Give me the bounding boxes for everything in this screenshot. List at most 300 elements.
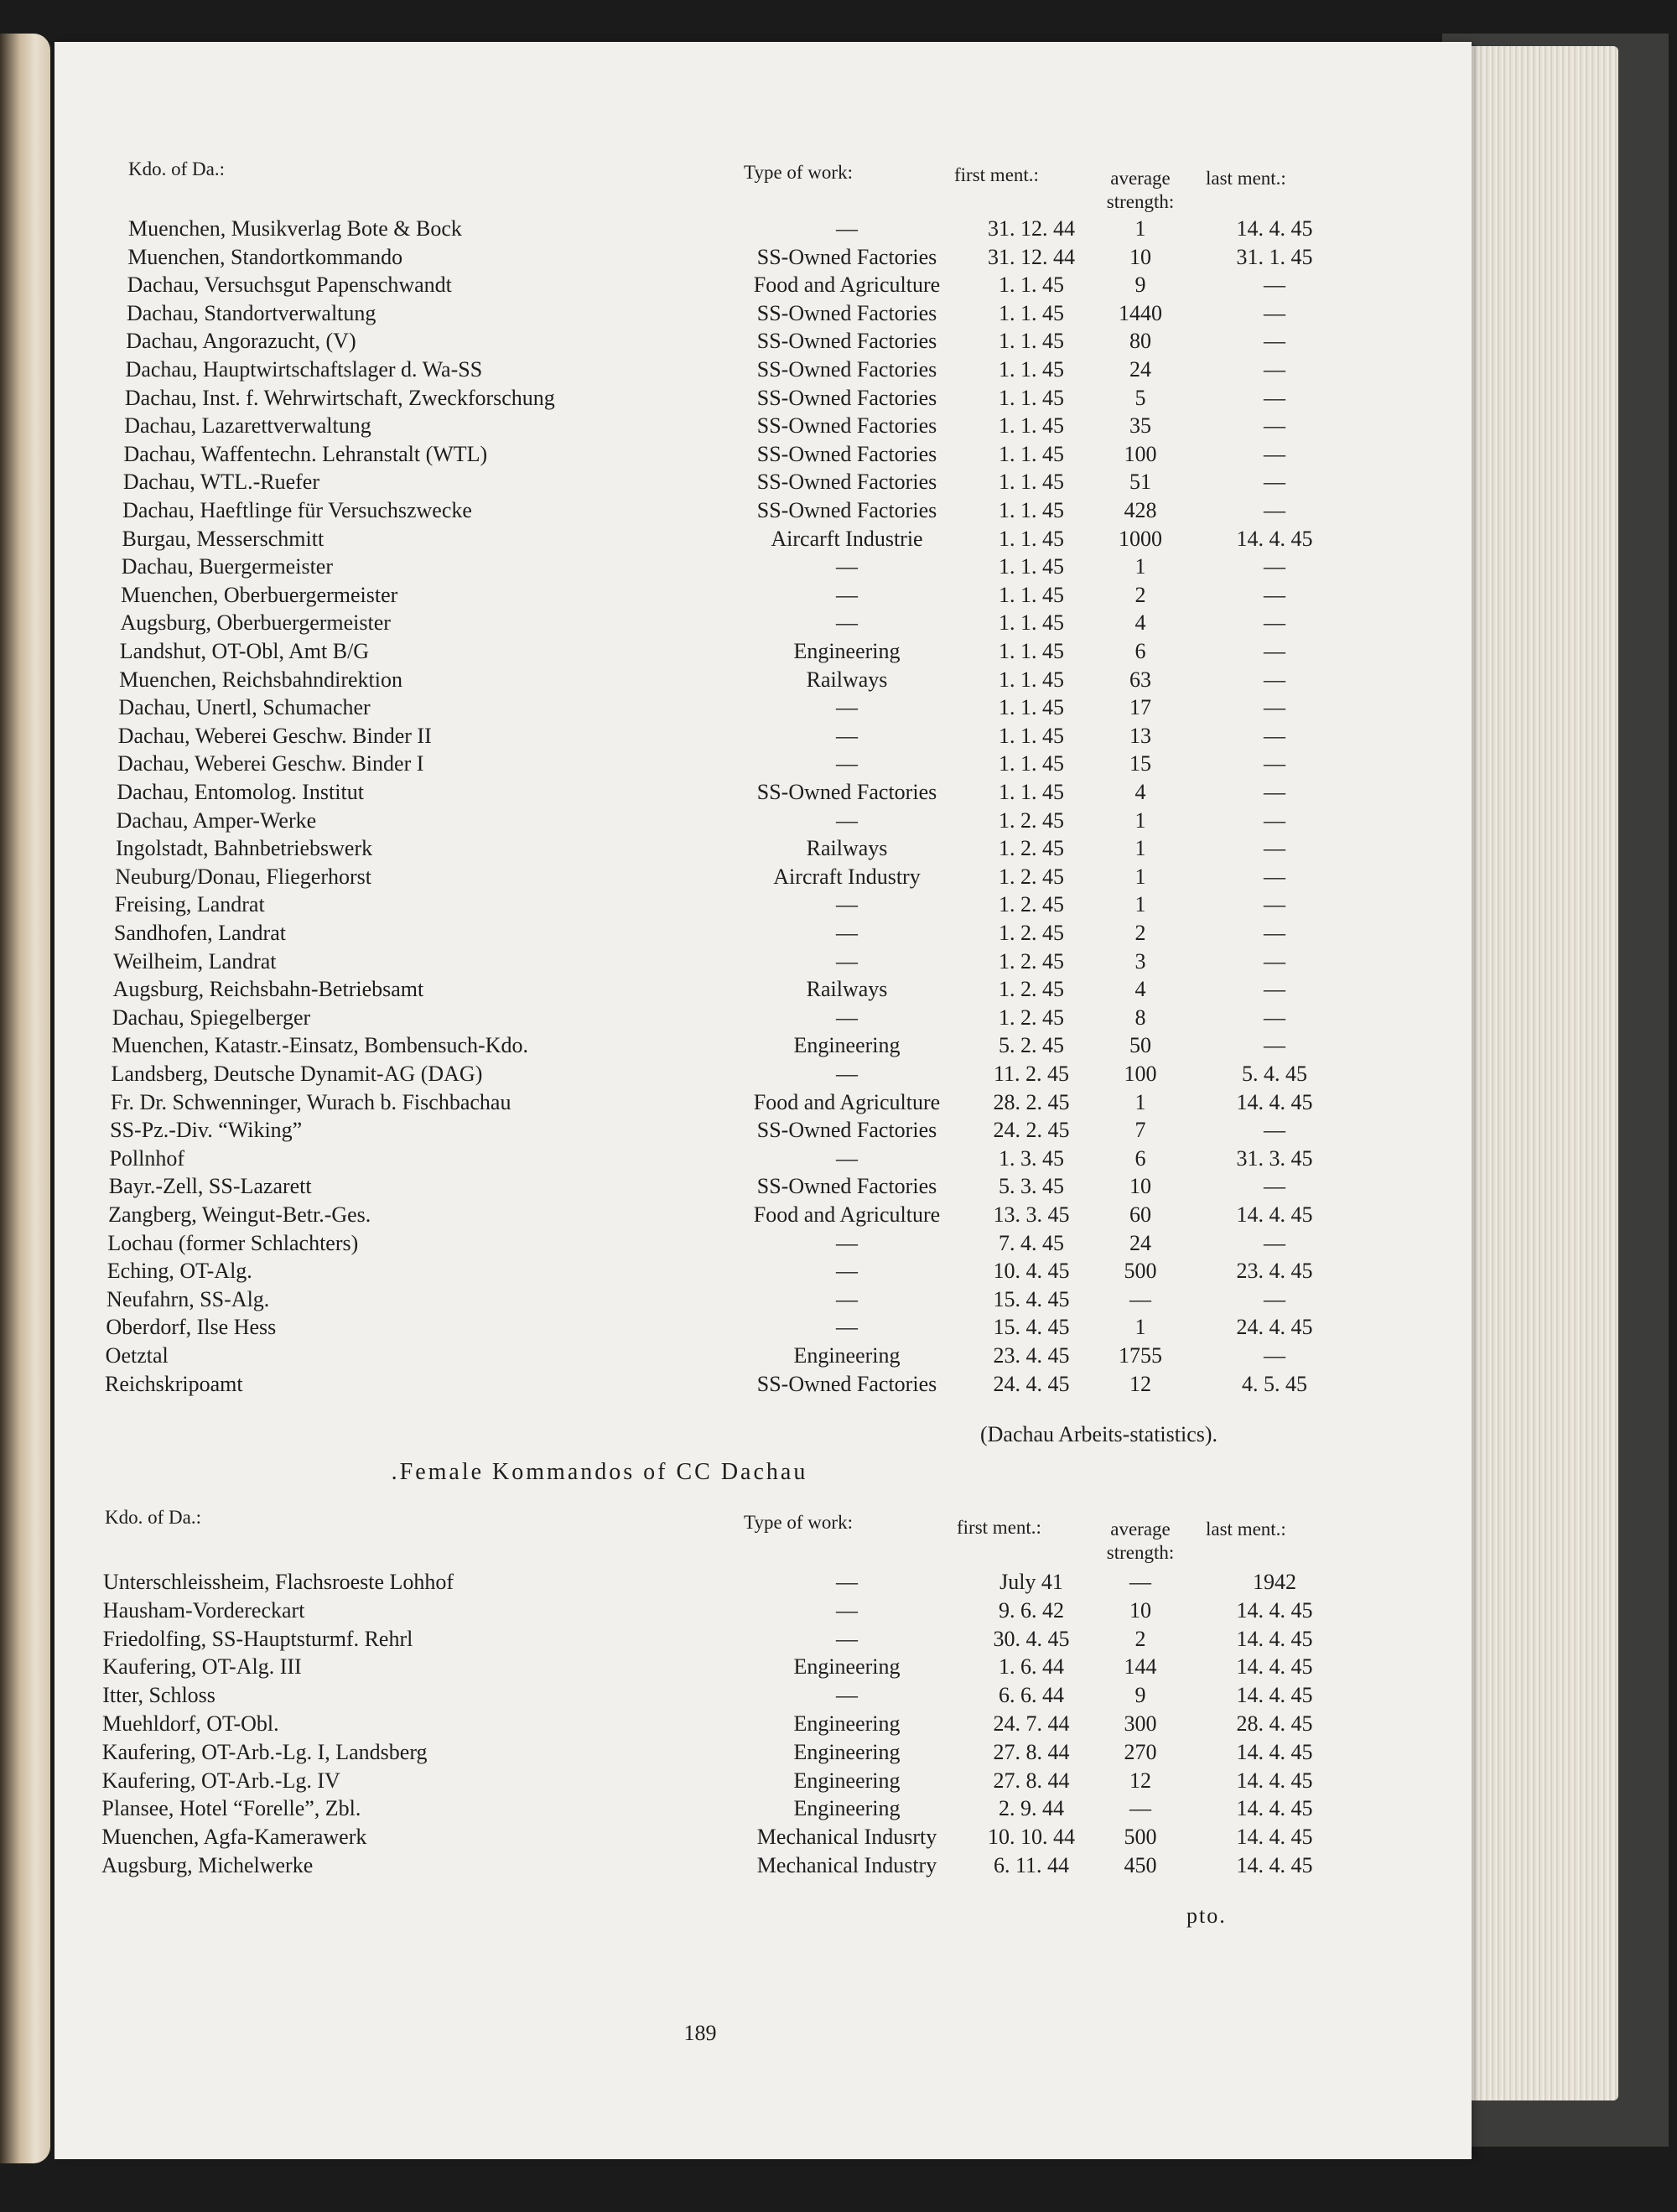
- cell-first-mention: 1. 1. 45: [999, 300, 1064, 325]
- cell-name: Dachau, Spiegelberger: [112, 1005, 311, 1030]
- cell-type-of-work: —: [836, 1315, 858, 1340]
- cell-name: Augsburg, Reichsbahn-Betriebsamt: [112, 977, 424, 1002]
- cell-last-mention: 14. 4. 45: [1236, 1626, 1313, 1651]
- table-row: [55, 637, 1472, 666]
- cell-type-of-work: —: [836, 695, 858, 720]
- table-row: [55, 807, 1472, 835]
- cell-name: Weilheim, Landrat: [113, 948, 277, 974]
- cell-name: Fr. Dr. Schwenninger, Wurach b. Fischbachau: [110, 1089, 511, 1114]
- cell-last-mention: 1942: [1253, 1570, 1296, 1594]
- cell-average-strength: 3: [1134, 948, 1146, 974]
- cell-last-mention: —: [1264, 300, 1285, 325]
- cell-type-of-work: SS-Owned Factories: [756, 357, 937, 382]
- cell-first-mention: 6. 11. 44: [993, 1853, 1070, 1877]
- cell-first-mention: 10. 10. 44: [988, 1825, 1075, 1850]
- table-row: [55, 1088, 1472, 1117]
- cell-average-strength: —: [1129, 1796, 1151, 1821]
- cell-type-of-work: Engineering: [793, 1654, 901, 1680]
- cell-average-strength: —: [1129, 1570, 1151, 1594]
- cell-type-of-work: Food and Agriculture: [753, 1089, 941, 1114]
- cell-first-mention: 1. 1. 45: [999, 780, 1064, 804]
- cell-average-strength: 10: [1129, 1174, 1151, 1199]
- cell-last-mention: 24. 4. 45: [1236, 1315, 1313, 1340]
- cell-first-mention: 1. 1. 45: [999, 610, 1064, 636]
- header2-kdo: Kdo. of Da.:: [105, 1507, 201, 1528]
- cell-average-strength: —: [1129, 1286, 1151, 1311]
- table-row: [55, 948, 1472, 976]
- table-row: [55, 1201, 1472, 1229]
- cell-first-mention: 27. 8. 44: [993, 1768, 1070, 1793]
- cell-name: Neuburg/Donau, Fliegerhorst: [115, 864, 371, 889]
- cell-first-mention: 1. 1. 45: [999, 470, 1064, 495]
- cell-average-strength: 144: [1124, 1654, 1157, 1680]
- cell-type-of-work: —: [836, 1626, 858, 1651]
- table-row: [55, 919, 1472, 948]
- cell-type-of-work: —: [836, 1230, 858, 1255]
- cell-first-mention: 1. 2. 45: [999, 921, 1064, 945]
- cell-average-strength: 5: [1134, 385, 1146, 410]
- cell-name: Dachau, Waffentechn. Lehranstalt (WTL): [123, 441, 488, 466]
- table-row: [55, 1229, 1472, 1258]
- cell-last-mention: 28. 4. 45: [1236, 1711, 1313, 1736]
- table-row: [55, 750, 1472, 778]
- cell-first-mention: 13. 3. 45: [993, 1202, 1070, 1227]
- cell-average-strength: 9: [1134, 1683, 1146, 1708]
- cell-type-of-work: Engineering: [793, 1796, 901, 1821]
- cell-type-of-work: SS-Owned Factories: [756, 498, 937, 522]
- cell-last-mention: —: [1264, 357, 1285, 382]
- table-row: [55, 834, 1472, 863]
- table-row: [55, 1116, 1472, 1145]
- cell-average-strength: 4: [1134, 977, 1146, 1002]
- table-row: [55, 327, 1472, 356]
- cell-average-strength: 1: [1134, 1089, 1146, 1114]
- cell-type-of-work: —: [836, 1145, 858, 1171]
- table-row: [55, 1767, 1472, 1795]
- cell-name: Dachau, Buergermeister: [121, 554, 333, 579]
- cell-type-of-work: Railways: [806, 977, 888, 1002]
- cell-last-mention: —: [1264, 1230, 1285, 1255]
- cell-type-of-work: —: [836, 1005, 858, 1030]
- cell-name: Muenchen, Katastr.-Einsatz, Bombensuch-Kdo.: [112, 1033, 528, 1058]
- cell-name: Pollnhof: [109, 1145, 185, 1171]
- cell-last-mention: 14. 4. 45: [1236, 216, 1313, 241]
- cell-average-strength: 450: [1124, 1853, 1157, 1877]
- cell-last-mention: —: [1264, 836, 1285, 861]
- cell-last-mention: 14. 4. 45: [1236, 1768, 1313, 1793]
- cell-type-of-work: Engineering: [793, 1343, 901, 1368]
- cell-last-mention: 31. 1. 45: [1236, 244, 1313, 269]
- table-row: [55, 468, 1472, 496]
- table-row: [55, 1625, 1472, 1654]
- cell-average-strength: 1440: [1119, 300, 1162, 325]
- cell-last-mention: —: [1264, 667, 1285, 692]
- cell-name: Friedolfing, SS-Hauptsturmf. Rehrl: [102, 1626, 413, 1651]
- cell-average-strength: 51: [1129, 470, 1151, 495]
- cell-name: Lochau (former Schlachters): [107, 1230, 359, 1255]
- cell-average-strength: 2: [1134, 582, 1146, 607]
- cell-first-mention: July 41: [999, 1570, 1063, 1594]
- cell-average-strength: 1: [1134, 864, 1146, 889]
- table-row: [55, 496, 1472, 525]
- cell-type-of-work: —: [836, 751, 858, 776]
- cell-average-strength: 50: [1129, 1033, 1151, 1058]
- cell-type-of-work: Mechanical Industry: [756, 1853, 937, 1877]
- cell-average-strength: 24: [1129, 357, 1151, 382]
- cell-type-of-work: Food and Agriculture: [753, 1202, 941, 1227]
- left-page-edge: [0, 34, 50, 2163]
- cell-last-mention: —: [1264, 554, 1285, 579]
- cell-name: Dachau, Amper-Werke: [116, 807, 317, 833]
- cell-type-of-work: SS-Owned Factories: [756, 1174, 937, 1199]
- cell-last-mention: —: [1264, 695, 1285, 720]
- cell-average-strength: 100: [1124, 441, 1157, 466]
- pto-note: pto.: [1186, 1903, 1227, 1928]
- cell-first-mention: 1. 1. 45: [999, 751, 1064, 776]
- cell-average-strength: 500: [1124, 1825, 1157, 1850]
- cell-last-mention: —: [1264, 498, 1285, 522]
- cell-average-strength: 1: [1134, 554, 1146, 579]
- cell-first-mention: 24. 2. 45: [993, 1118, 1070, 1143]
- cell-type-of-work: —: [836, 216, 858, 241]
- cell-name: Muenchen, Oberbuergermeister: [121, 582, 398, 607]
- cell-name: Freising, Landrat: [114, 892, 265, 917]
- cell-type-of-work: SS-Owned Factories: [756, 329, 937, 354]
- table-row: [55, 384, 1472, 413]
- table-row: [55, 1597, 1472, 1625]
- table-row: [55, 271, 1472, 299]
- cell-name: Muenchen, Musikverlag Bote & Bock: [128, 216, 462, 241]
- cell-first-mention: 1. 2. 45: [999, 977, 1064, 1002]
- table-row: [55, 215, 1472, 243]
- cell-first-mention: 1. 1. 45: [999, 554, 1064, 579]
- cell-last-mention: 14. 4. 45: [1236, 1654, 1313, 1680]
- cell-type-of-work: Engineering: [793, 639, 901, 663]
- cell-last-mention: 4. 5. 45: [1242, 1371, 1307, 1396]
- cell-average-strength: 1: [1134, 807, 1146, 833]
- book-page: [55, 42, 1472, 2159]
- table-row: [55, 1738, 1472, 1767]
- cell-last-mention: 14. 4. 45: [1236, 1825, 1313, 1850]
- table-row: [55, 243, 1472, 272]
- cell-type-of-work: —: [836, 1597, 858, 1623]
- cell-average-strength: 1000: [1119, 526, 1162, 551]
- cell-name: Kaufering, OT-Alg. III: [102, 1654, 302, 1680]
- table-row: [55, 1342, 1472, 1370]
- cell-type-of-work: —: [836, 1286, 858, 1311]
- cell-average-strength: 35: [1129, 413, 1151, 439]
- cell-average-strength: 6: [1134, 1145, 1146, 1171]
- cell-first-mention: 24. 4. 45: [993, 1371, 1070, 1396]
- cell-name: Dachau, WTL.-Ruefer: [122, 470, 319, 495]
- table-row: [55, 722, 1472, 750]
- cell-average-strength: 80: [1129, 329, 1151, 354]
- cell-name: Muenchen, Agfa-Kamerawerk: [101, 1825, 367, 1850]
- cell-first-mention: 1. 1. 45: [999, 582, 1064, 607]
- cell-last-mention: —: [1264, 1286, 1285, 1311]
- header-first: first ment.:: [954, 164, 1039, 185]
- cell-last-mention: —: [1264, 1174, 1285, 1199]
- cell-name: Neufahrn, SS-Alg.: [106, 1286, 270, 1311]
- header-average: [1086, 167, 1195, 214]
- table-row: [55, 1681, 1472, 1710]
- cell-last-mention: 14. 4. 45: [1236, 1089, 1313, 1114]
- cell-last-mention: 14. 4. 45: [1236, 1739, 1313, 1764]
- cell-name: Muenchen, Standortkommando: [127, 244, 403, 269]
- cell-first-mention: 1. 1. 45: [999, 385, 1064, 410]
- cell-first-mention: 1. 2. 45: [999, 892, 1064, 917]
- cell-type-of-work: SS-Owned Factories: [756, 1118, 937, 1143]
- cell-first-mention: 1. 2. 45: [999, 807, 1064, 833]
- cell-last-mention: 14. 4. 45: [1236, 1202, 1313, 1227]
- table-row: [55, 1285, 1472, 1314]
- cell-name: Plansee, Hotel “Forelle”, Zbl.: [101, 1796, 361, 1821]
- cell-name: Dachau, Haeftlinge für Versuchszwecke: [122, 498, 472, 522]
- source-note: (Dachau Arbeits-statistics).: [980, 1422, 1218, 1446]
- cell-last-mention: —: [1264, 977, 1285, 1002]
- cell-first-mention: 2. 9. 44: [999, 1796, 1064, 1821]
- table-row: [55, 975, 1472, 1004]
- table-row: [55, 666, 1472, 694]
- page-number: 189: [683, 2021, 717, 2045]
- cell-type-of-work: Engineering: [793, 1768, 901, 1793]
- cell-average-strength: 15: [1129, 751, 1151, 776]
- cell-first-mention: 1. 6. 44: [999, 1654, 1064, 1680]
- cell-first-mention: 1. 1. 45: [999, 667, 1064, 692]
- cell-type-of-work: —: [836, 1259, 858, 1284]
- cell-first-mention: 31. 12. 44: [988, 244, 1075, 269]
- cell-average-strength: 428: [1124, 498, 1157, 522]
- cell-name: SS-Pz.-Div. “Wiking”: [110, 1118, 303, 1143]
- cell-name: Oberdorf, Ilse Hess: [106, 1315, 277, 1340]
- table-row: [55, 1313, 1472, 1342]
- cell-first-mention: 1. 3. 45: [999, 1145, 1064, 1171]
- cell-name: Kaufering, OT-Arb.-Lg. I, Landsberg: [101, 1739, 428, 1764]
- cell-type-of-work: —: [836, 1683, 858, 1708]
- cell-name: Bayr.-Zell, SS-Lazarett: [108, 1174, 312, 1199]
- cell-name: Landsberg, Deutsche Dynamit-AG (DAG): [111, 1062, 483, 1086]
- cell-last-mention: —: [1264, 610, 1285, 636]
- cell-last-mention: —: [1264, 639, 1285, 663]
- cell-name: Dachau, Inst. f. Wehrwirtschaft, Zweckforschung: [124, 385, 555, 410]
- cell-average-strength: 12: [1129, 1371, 1151, 1396]
- cell-type-of-work: SS-Owned Factories: [756, 244, 937, 269]
- cell-name: Kaufering, OT-Arb.-Lg. IV: [101, 1768, 340, 1793]
- header2-last: last ment.:: [1206, 1519, 1286, 1540]
- cell-average-strength: 1: [1134, 1315, 1146, 1340]
- cell-average-strength: 2: [1134, 1626, 1146, 1651]
- table-row: [55, 1823, 1472, 1851]
- cell-last-mention: 14. 4. 45: [1236, 526, 1313, 551]
- cell-first-mention: 27. 8. 44: [993, 1739, 1070, 1764]
- cell-type-of-work: —: [836, 807, 858, 833]
- cell-first-mention: 6. 6. 44: [999, 1683, 1064, 1708]
- cell-type-of-work: SS-Owned Factories: [756, 413, 937, 439]
- cell-average-strength: 13: [1129, 723, 1151, 748]
- cell-average-strength: 300: [1124, 1711, 1157, 1736]
- table-row: [55, 609, 1472, 637]
- cell-average-strength: 1755: [1119, 1343, 1162, 1368]
- cell-average-strength: 270: [1124, 1739, 1157, 1764]
- cell-first-mention: 5. 2. 45: [999, 1033, 1064, 1058]
- cell-name: Oetztal: [105, 1343, 169, 1368]
- cell-name: Ingolstadt, Bahnbetriebswerk: [115, 836, 373, 861]
- table-row: [55, 1060, 1472, 1088]
- table-row: [55, 891, 1472, 919]
- cell-type-of-work: Engineering: [793, 1033, 901, 1058]
- cell-last-mention: —: [1264, 864, 1285, 889]
- cell-average-strength: 4: [1134, 610, 1146, 636]
- cell-type-of-work: —: [836, 582, 858, 607]
- cell-average-strength: 500: [1124, 1259, 1157, 1284]
- cell-name: Itter, Schloss: [102, 1683, 215, 1708]
- cell-average-strength: 8: [1134, 1005, 1146, 1030]
- cell-average-strength: 100: [1124, 1062, 1157, 1086]
- cell-average-strength: 2: [1134, 921, 1146, 945]
- cell-type-of-work: SS-Owned Factories: [756, 385, 937, 410]
- cell-first-mention: 1. 2. 45: [999, 948, 1064, 974]
- cell-average-strength: 4: [1134, 780, 1146, 804]
- cell-name: Dachau, Entomolog. Institut: [117, 780, 364, 804]
- cell-average-strength: 10: [1129, 244, 1151, 269]
- cell-first-mention: 1. 1. 45: [999, 441, 1064, 466]
- cell-first-mention: 1. 1. 45: [999, 723, 1064, 748]
- header2-type: Type of work:: [744, 1512, 853, 1533]
- cell-type-of-work: —: [836, 1062, 858, 1086]
- cell-type-of-work: —: [836, 921, 858, 945]
- cell-name: Augsburg, Michelwerke: [101, 1853, 314, 1877]
- cell-last-mention: —: [1264, 1118, 1285, 1143]
- cell-name: Hausham-Vordereckart: [102, 1597, 305, 1623]
- table-row: [55, 778, 1472, 807]
- cell-last-mention: —: [1264, 385, 1285, 410]
- cell-first-mention: 10. 4. 45: [993, 1259, 1070, 1284]
- cell-average-strength: 17: [1129, 695, 1151, 720]
- cell-last-mention: —: [1264, 1033, 1285, 1058]
- table-row: [55, 1794, 1472, 1823]
- cell-first-mention: 23. 4. 45: [993, 1343, 1070, 1368]
- section-title-female: .Female Kommandos of CC Dachau: [391, 1459, 808, 1485]
- cell-first-mention: 1. 2. 45: [999, 864, 1064, 889]
- cell-last-mention: 23. 4. 45: [1236, 1259, 1313, 1284]
- cell-first-mention: 31. 12. 44: [988, 216, 1075, 241]
- cell-first-mention: 1. 1. 45: [999, 357, 1064, 382]
- cell-name: Zangberg, Weingut-Betr.-Ges.: [108, 1202, 371, 1227]
- cell-last-mention: —: [1264, 892, 1285, 917]
- table-row: [55, 693, 1472, 722]
- cell-type-of-work: —: [836, 948, 858, 974]
- cell-first-mention: 5. 3. 45: [999, 1174, 1064, 1199]
- cell-type-of-work: —: [836, 610, 858, 636]
- table-row: [55, 1257, 1472, 1285]
- cell-first-mention: 1. 1. 45: [999, 273, 1064, 298]
- cell-first-mention: 1. 2. 45: [999, 1005, 1064, 1030]
- cell-first-mention: 1. 1. 45: [999, 639, 1064, 663]
- cell-last-mention: —: [1264, 582, 1285, 607]
- cell-type-of-work: Railways: [806, 836, 888, 861]
- cell-type-of-work: —: [836, 1570, 858, 1594]
- table-row: [55, 1031, 1472, 1060]
- header-type: Type of work:: [744, 162, 853, 183]
- table-row: [55, 1004, 1472, 1032]
- cell-name: Reichskripoamt: [105, 1371, 243, 1396]
- cell-name: Sandhofen, Landrat: [113, 921, 286, 945]
- cell-name: Dachau, Weberei Geschw. Binder II: [117, 723, 432, 748]
- table-row: [55, 299, 1472, 328]
- table-row: [55, 1568, 1472, 1597]
- header-kdo: Kdo. of Da.:: [128, 158, 225, 179]
- cell-last-mention: 14. 4. 45: [1236, 1796, 1313, 1821]
- table-row: [55, 1851, 1472, 1880]
- cell-last-mention: —: [1264, 723, 1285, 748]
- cell-name: Landshut, OT-Obl, Amt B/G: [119, 639, 370, 663]
- cell-type-of-work: Mechanical Indusrty: [756, 1825, 937, 1850]
- header2-first: first ment.:: [957, 1517, 1041, 1538]
- cell-type-of-work: SS-Owned Factories: [756, 470, 937, 495]
- cell-type-of-work: SS-Owned Factories: [756, 300, 937, 325]
- cell-name: Dachau, Unertl, Schumacher: [118, 695, 371, 720]
- cell-type-of-work: SS-Owned Factories: [756, 441, 937, 466]
- table-row: [55, 356, 1472, 384]
- cell-last-mention: —: [1264, 751, 1285, 776]
- cell-first-mention: 7. 4. 45: [999, 1230, 1064, 1255]
- header-average-line2: strength:: [1106, 191, 1175, 212]
- cell-last-mention: —: [1264, 329, 1285, 354]
- cell-last-mention: 14. 4. 45: [1236, 1597, 1313, 1623]
- cell-name: Dachau, Versuchsgut Papenschwandt: [127, 273, 452, 298]
- cell-last-mention: —: [1264, 807, 1285, 833]
- cell-type-of-work: —: [836, 554, 858, 579]
- cell-first-mention: 15. 4. 45: [993, 1315, 1070, 1340]
- cell-name: Dachau, Weberei Geschw. Binder I: [117, 751, 424, 776]
- header2-average-line2: strength:: [1106, 1542, 1175, 1563]
- cell-name: Augsburg, Oberbuergermeister: [120, 610, 391, 636]
- cell-last-mention: —: [1264, 1343, 1285, 1368]
- cell-first-mention: 30. 4. 45: [993, 1626, 1070, 1651]
- cell-average-strength: 10: [1129, 1597, 1151, 1623]
- cell-first-mention: 1. 1. 45: [999, 498, 1064, 522]
- cell-first-mention: 9. 6. 42: [999, 1597, 1064, 1623]
- table-row: [55, 581, 1472, 610]
- header-last: last ment.:: [1206, 168, 1286, 189]
- cell-last-mention: —: [1264, 413, 1285, 439]
- cell-first-mention: 11. 2. 45: [993, 1062, 1070, 1086]
- table-row: [55, 553, 1472, 581]
- table-row: [55, 1710, 1472, 1738]
- cell-name: Dachau, Hauptwirtschaftslager d. Wa-SS: [125, 357, 483, 382]
- cell-name: Dachau, Lazarettverwaltung: [124, 413, 371, 439]
- cell-average-strength: 24: [1129, 1230, 1151, 1255]
- table-row: [55, 440, 1472, 469]
- cell-name: Unterschleissheim, Flachsroeste Lohhof: [103, 1570, 454, 1594]
- cell-type-of-work: —: [836, 892, 858, 917]
- cell-first-mention: 28. 2. 45: [993, 1089, 1070, 1114]
- cell-average-strength: 12: [1129, 1768, 1151, 1793]
- cell-type-of-work: Engineering: [793, 1711, 901, 1736]
- cell-last-mention: 5. 4. 45: [1242, 1062, 1307, 1086]
- cell-last-mention: 14. 4. 45: [1236, 1853, 1313, 1877]
- cell-last-mention: —: [1264, 470, 1285, 495]
- cell-name: Dachau, Standortverwaltung: [126, 300, 376, 325]
- header2-average: [1086, 1518, 1195, 1565]
- table-row: [55, 1653, 1472, 1681]
- table-row: [55, 1370, 1472, 1399]
- cell-first-mention: 1. 2. 45: [999, 836, 1064, 861]
- cell-first-mention: 15. 4. 45: [993, 1286, 1070, 1311]
- cell-first-mention: 24. 7. 44: [993, 1711, 1070, 1736]
- table-row: [55, 863, 1472, 891]
- cell-average-strength: 6: [1134, 639, 1146, 663]
